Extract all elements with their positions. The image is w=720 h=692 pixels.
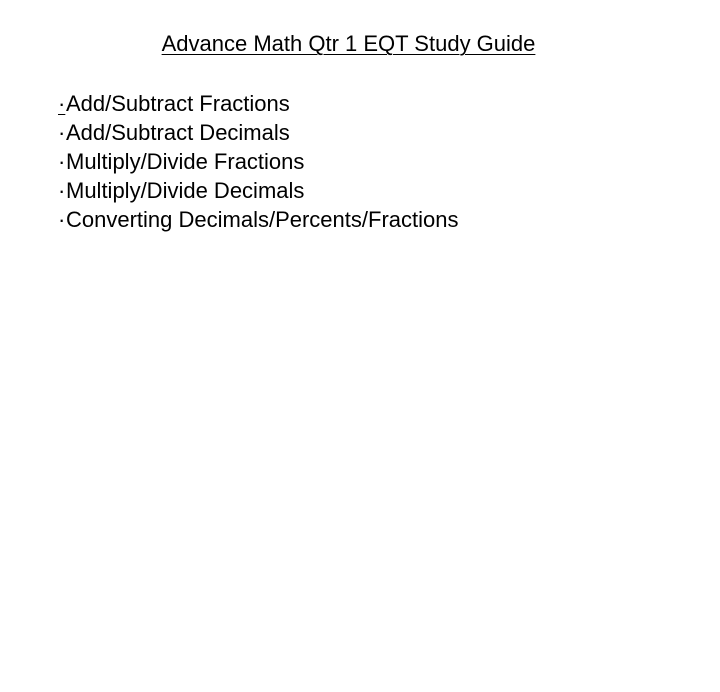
bullet-icon: · [58,207,66,232]
page-title: Advance Math Qtr 1 EQT Study Guide [161,31,536,56]
bullet-icon: · [58,91,66,116]
list-item [58,205,458,234]
list-item [58,89,458,118]
list-item-text: Converting Decimals/Percents/Fractions [66,207,459,232]
list-item-text: Add/Subtract Fractions [66,91,290,116]
list-item [58,147,458,176]
list-item-text: Add/Subtract Decimals [66,120,290,145]
bullet-icon: · [58,120,66,145]
list-item-text: Multiply/Divide Decimals [66,178,305,203]
list-item [58,176,458,205]
list-item-text: Multiply/Divide Fractions [66,149,305,174]
topic-list [58,89,458,234]
bullet-icon: · [58,149,66,174]
list-item [58,118,458,147]
bullet-icon: · [58,178,66,203]
